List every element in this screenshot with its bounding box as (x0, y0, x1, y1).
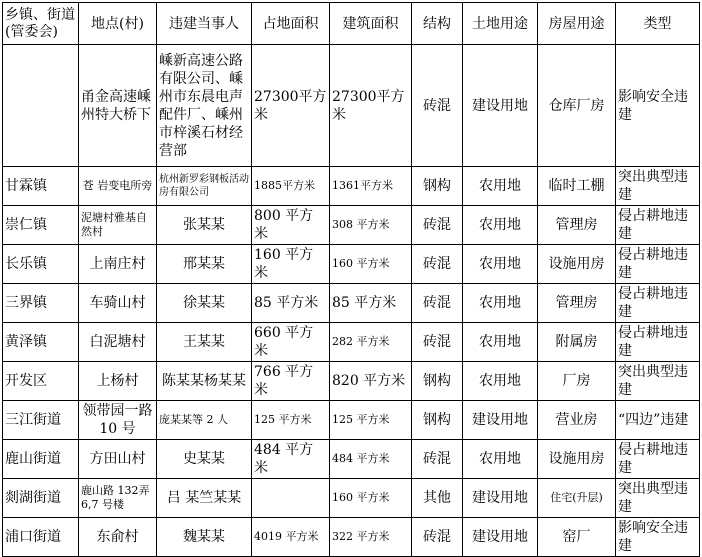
cell-land-use: 农用地 (463, 245, 538, 284)
cell-structure: 砖混 (412, 518, 463, 557)
cell-structure: 其他 (412, 479, 463, 518)
cell-town (3, 45, 79, 167)
table-row (3, 362, 700, 401)
cell-town: 甘霖镇 (3, 167, 79, 206)
cell-structure: 砖混 (412, 245, 463, 284)
cell-town: 鹿山街道 (3, 440, 79, 479)
table-row (3, 323, 700, 362)
table-row (3, 440, 700, 479)
cell-place: 甬金高速嵊州特大桥下 (79, 45, 157, 167)
table-row (3, 167, 700, 206)
cell-category: 突出典型违建 (616, 479, 700, 518)
header-place: 地点(村) (79, 3, 157, 45)
cell-build-area: 322 平方米 (330, 518, 412, 557)
cell-category: 侵占耕地违建 (616, 440, 700, 479)
cell-structure: 钢构 (412, 401, 463, 440)
table-row (3, 518, 700, 557)
header-row (3, 3, 700, 45)
cell-category: 突出典型违建 (616, 362, 700, 401)
cell-place: 苍 岩变电所旁 (79, 167, 157, 206)
cell-land-area: 660 平方米 (252, 323, 330, 362)
cell-category: 突出典型违建 (616, 167, 700, 206)
header-build-area: 建筑面积 (330, 3, 412, 45)
cell-party: 庞某某等 2 人 (157, 401, 252, 440)
cell-build-area: 1361平方米 (330, 167, 412, 206)
cell-land-use: 农用地 (463, 440, 538, 479)
cell-land-area: 125 平方米 (252, 401, 330, 440)
header-house-use: 房屋用途 (538, 3, 616, 45)
cell-land-use: 农用地 (463, 206, 538, 245)
cell-structure: 砖混 (412, 206, 463, 245)
cell-build-area: 27300平方米 (330, 45, 412, 167)
cell-party: 邢某某 (157, 245, 252, 284)
cell-party: 魏某某 (157, 518, 252, 557)
cell-town: 三界镇 (3, 284, 79, 323)
cell-category: 影响安全违建 (616, 45, 700, 167)
cell-town: 浦口街道 (3, 518, 79, 557)
cell-build-area: 85 平方米 (330, 284, 412, 323)
cell-party: 史某某 (157, 440, 252, 479)
table-row (3, 245, 700, 284)
cell-category: 侵占耕地违建 (616, 245, 700, 284)
cell-house-use: 营业房 (538, 401, 616, 440)
cell-category: 侵占耕地违建 (616, 284, 700, 323)
cell-town: 长乐镇 (3, 245, 79, 284)
cell-structure: 砖混 (412, 440, 463, 479)
cell-category: 侵占耕地违建 (616, 323, 700, 362)
cell-house-use: 管理房 (538, 206, 616, 245)
cell-party: 王某某 (157, 323, 252, 362)
cell-build-area: 160 平方米 (330, 245, 412, 284)
cell-structure: 钢构 (412, 167, 463, 206)
cell-build-area: 308 平方米 (330, 206, 412, 245)
cell-house-use: 设施用房 (538, 245, 616, 284)
table-row (3, 206, 700, 245)
cell-land-area: 484 平方米 (252, 440, 330, 479)
cell-land-use: 建设用地 (463, 518, 538, 557)
header-land-use: 土地用途 (463, 3, 538, 45)
cell-place: 领带园一路 10 号 (79, 401, 157, 440)
cell-land-use: 建设用地 (463, 401, 538, 440)
cell-town: 开发区 (3, 362, 79, 401)
header-town: 乡镇、街道(管委会) (3, 3, 79, 45)
cell-party: 陈某某杨某某 (157, 362, 252, 401)
cell-town: 崇仁镇 (3, 206, 79, 245)
cell-place: 东俞村 (79, 518, 157, 557)
cell-build-area: 160 平方米 (330, 479, 412, 518)
cell-town: 剡湖街道 (3, 479, 79, 518)
cell-house-use: 附属房 (538, 323, 616, 362)
cell-place: 上南庄村 (79, 245, 157, 284)
cell-party: 张某某 (157, 206, 252, 245)
header-category: 类型 (616, 3, 700, 45)
cell-house-use: 管理房 (538, 284, 616, 323)
cell-structure: 钢构 (412, 362, 463, 401)
cell-land-use: 农用地 (463, 362, 538, 401)
cell-house-use: 设施用房 (538, 440, 616, 479)
cell-land-use: 农用地 (463, 167, 538, 206)
cell-land-area (252, 479, 330, 518)
cell-build-area: 125 平方米 (330, 401, 412, 440)
cell-land-area: 27300平方米 (252, 45, 330, 167)
cell-town: 三江街道 (3, 401, 79, 440)
cell-structure: 砖混 (412, 323, 463, 362)
cell-house-use: 厂房 (538, 362, 616, 401)
cell-category: 侵占耕地违建 (616, 206, 700, 245)
cell-party: 嵊新高速公路有限公司、嵊州市东晨电声配件厂、嵊州市梓溪石材经营部 (157, 45, 252, 167)
header-land-area: 占地面积 (252, 3, 330, 45)
cell-build-area: 282 平方米 (330, 323, 412, 362)
cell-house-use: 住宅(升层) (538, 479, 616, 518)
table-row (3, 401, 700, 440)
header-structure: 结构 (412, 3, 463, 45)
header-party: 违建当事人 (157, 3, 252, 45)
cell-land-area: 85 平方米 (252, 284, 330, 323)
cell-land-use: 农用地 (463, 323, 538, 362)
cell-place: 泥塘村雅基自然村 (79, 206, 157, 245)
cell-house-use: 仓库厂房 (538, 45, 616, 167)
cell-land-area: 800 平方米 (252, 206, 330, 245)
cell-build-area: 820 平方米 (330, 362, 412, 401)
cell-place: 白泥塘村 (79, 323, 157, 362)
cell-land-use: 建设用地 (463, 479, 538, 518)
cell-land-use: 农用地 (463, 284, 538, 323)
cell-party: 杭州新罗彩钢板活动房有限公司 (157, 167, 252, 206)
table-row (3, 284, 700, 323)
cell-land-area: 1885平方米 (252, 167, 330, 206)
table-row (3, 45, 700, 167)
cell-land-area: 4019 平方米 (252, 518, 330, 557)
cell-land-area: 766 平方米 (252, 362, 330, 401)
cell-place: 上杨村 (79, 362, 157, 401)
cell-land-area: 160 平方米 (252, 245, 330, 284)
cell-place: 鹿山路 132弄 6,7 号楼 (79, 479, 157, 518)
cell-structure: 砖混 (412, 45, 463, 167)
cell-land-use: 建设用地 (463, 45, 538, 167)
cell-category: “四边”违建 (616, 401, 700, 440)
cell-structure: 砖混 (412, 284, 463, 323)
cell-build-area: 484 平方米 (330, 440, 412, 479)
cell-house-use: 窑厂 (538, 518, 616, 557)
cell-place: 方田山村 (79, 440, 157, 479)
cell-house-use: 临时工棚 (538, 167, 616, 206)
cell-party: 徐某某 (157, 284, 252, 323)
cell-category: 影响安全违建 (616, 518, 700, 557)
violation-table (2, 2, 700, 557)
cell-party: 吕 某竺某某 (157, 479, 252, 518)
table-row (3, 479, 700, 518)
cell-town: 黄泽镇 (3, 323, 79, 362)
cell-place: 车骑山村 (79, 284, 157, 323)
